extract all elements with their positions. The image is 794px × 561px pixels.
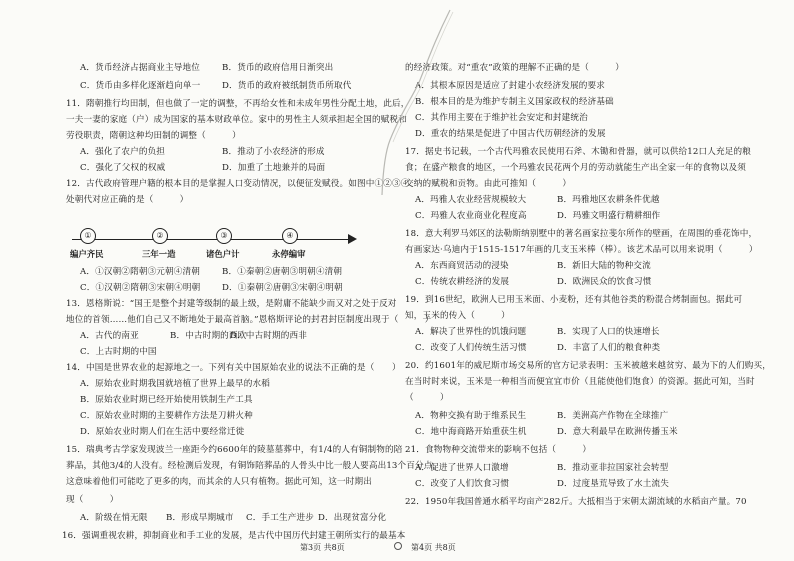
- timeline-marker: ①: [80, 228, 96, 244]
- left-text-line: C．强化了父权的权威: [80, 163, 166, 173]
- right-text-line: 21．食物物种交流带来的影响不包括（ ）: [405, 445, 592, 455]
- right-text-line: （ ）: [405, 393, 449, 403]
- left-text-line: 这意味着他们可能吃了更多的肉，而其余的人只有植物。据此可知，这一时期出: [66, 477, 373, 487]
- left-text-line: 15．瑞典考古学家发现波兰一座距今约6600年的陵墓墓葬中，有1/4的人有铜制物的陪: [66, 445, 403, 455]
- right-text-line: A．促进了世界人口激增: [415, 463, 509, 473]
- left-text-line: A．古代的南亚: [80, 331, 139, 341]
- right-text-line: 在当时时来说，玉米是一种相当而便宜宜市价（且能使他们饱食）的资源。据此可知，当时: [405, 377, 755, 387]
- right-text-line: C．改变了人们饮食习惯: [415, 479, 510, 489]
- right-text-line: 食；在盛产粮食的地区，一个玛雅农民花两个月的劳动就能生产出全家一年的食物以及须: [405, 163, 747, 173]
- left-text-line: 16．强调重视农耕，抑制商业和手工业的发展，是古代中国历代封建王朝所实行的最基本: [62, 531, 406, 541]
- left-text-line: A．强化了农户的负担: [80, 147, 166, 157]
- right-text-line: D．意大利最早在欧洲传播玉米: [557, 427, 678, 437]
- right-text-line: B．美洲高产作物在全球推广: [557, 411, 669, 421]
- left-text-line: B．推动了小农经济的形成: [222, 147, 325, 157]
- left-text-line: 现（ ）: [66, 495, 119, 505]
- right-text-line: A．解决了世界性的饥饿问题: [415, 327, 527, 337]
- right-text-line: C．地中海商路开始重获生机: [415, 427, 527, 437]
- left-text-line: D．①秦朝②唐朝③宋朝④明朝: [222, 283, 343, 293]
- left-text-line: 11．隋朝推行均田制，但也做了一定的调整，不再给女性和未成年男性分配土地，此后，: [66, 99, 410, 109]
- left-text-line: C．原始农业时期的主要耕作方法是刀耕火种: [80, 411, 253, 421]
- timeline-marker: ②: [152, 228, 168, 244]
- right-text-line: B．根本目的是为维护专制主义国家政权的经济基础: [415, 97, 614, 107]
- left-text-line: A．货币经济占据商业主导地位: [80, 63, 201, 73]
- left-text-line: B．中古时期的西欧: [170, 331, 247, 341]
- right-text-line: D．玛雅文明盛行精耕细作: [557, 211, 661, 221]
- left-text-line: 13．恩格斯说：“国王是整个封建等级制的最上级，是附庸不能缺少而又对之处于反对: [66, 299, 397, 309]
- timeline-label: 诸色户计: [206, 249, 240, 259]
- left-text-line: 葬品，其他3/4的人没有。经检测后发现，有铜饰陪葬品的人骨头中比一般人要高出13个百分点，: [66, 461, 442, 471]
- left-text-line: D．货币的政府被纸制货币所取代: [222, 81, 352, 91]
- left-text-line: D．出现贫富分化: [318, 513, 387, 523]
- left-text-line: D．中古时期的西非: [230, 331, 307, 341]
- left-text-line: 处朝代对应正确的是（ ）: [66, 195, 189, 205]
- right-text-line: 的经济政策。对“重农”政策的理解不正确的是（ ）: [405, 63, 624, 73]
- right-text-line: 交纳的赋税和贡物。由此可推知（ ）: [405, 179, 572, 189]
- right-text-line: 知，玉米的传入（ ）: [405, 311, 510, 321]
- right-text-line: 22．1950年我国普通水稻平均亩产282斤。大抵相当于宋朝太湖流域的水稻亩产量。70: [405, 497, 747, 507]
- timeline-marker: ④: [282, 228, 298, 244]
- right-text-line: 19．到16世纪，欧洲人已用玉米面、小麦粉，还有其他谷类的粉混合烤制面包。据此可: [405, 295, 743, 305]
- left-text-line: A．阶级在悄无限: [80, 513, 148, 523]
- right-text-line: D．丰富了人们的粮食种类: [557, 343, 661, 353]
- left-text-line: B．形成早期城市: [166, 513, 234, 523]
- right-text-line: B．推动亚非拉国家社会转型: [557, 463, 669, 473]
- timeline-label: 永停编审: [272, 249, 306, 259]
- right-text-line: D．过度垦荒导致了水土流失: [557, 479, 669, 489]
- center-dot: [394, 542, 402, 550]
- left-text-line: C．货币由多样化逐渐趋向单一: [80, 81, 201, 91]
- left-text-line: C．①汉朝②隋朝③宋朝④明朝: [80, 283, 201, 293]
- right-text-line: B．玛雅地区农耕条件优越: [557, 195, 660, 205]
- right-text-line: D．重农的结果是促进了中国古代历朝经济的发展: [415, 129, 606, 139]
- right-text-line: C．其作用主要在于维护社会安定和封建统治: [415, 113, 588, 123]
- left-text-line: D．原始农业时期人们在生活中要经常迁徙: [80, 427, 245, 437]
- right-text-line: C．传统农耕经济的发展: [415, 277, 510, 287]
- right-text-line: A．物种交换有助于维系民生: [415, 411, 527, 421]
- left-text-line: 一夫一妻的家庭（户）成为国家的基本财政单位。家中的男性主人须承担起全国的赋税和: [66, 115, 408, 125]
- right-text-line: 20．约1601年的威尼斯市场交易所的官方记录表明：玉米被越来越贫穷、最为下的人们购买，: [405, 361, 771, 371]
- right-text-line: 18．意大利罗马郊区的法勒斯纳别墅中的著名画家拉斐尔所作的壁画，在周围的垂花饰中，: [405, 229, 758, 239]
- right-text-line: C．改变了人们传统生活习惯: [415, 343, 527, 353]
- timeline-marker: ③: [216, 228, 232, 244]
- right-text-line: C．玛雅人农业商业化程度高: [415, 211, 527, 221]
- left-text-line: 地位的首领……他们自己又不断地处于最高首脑。”恩格斯评论的封君封臣制度出现于（ ）: [66, 315, 434, 325]
- right-text-line: D．欧洲民众的饮食习惯: [557, 277, 652, 287]
- right-text-line: A．东西商贸活动的浸染: [415, 261, 509, 271]
- left-text-line: 12．古代政府管理户籍的根本目的是掌握人口变动情况，以便征发赋役。如图中①②③④: [66, 179, 410, 189]
- right-text-line: 有画家达·乌迪内于1515-1517年画的几支玉米棒（棒）。该艺术品可以用来说明（ ）: [405, 245, 758, 255]
- right-text-line: A．其根本原因是适应了封建小农经济发展的要求: [415, 81, 605, 91]
- right-text-line: B．新旧大陆的物种交流: [557, 261, 651, 271]
- left-text-line: C．上古时期的中国: [80, 347, 157, 357]
- timeline-arrow-icon: [348, 234, 357, 244]
- left-text-line: B．货币的政府信用日渐突出: [222, 63, 334, 73]
- left-text-line: 劳役职责，隋朝这种均田制的调整（ ）: [66, 131, 241, 141]
- timeline-axis: [72, 239, 352, 240]
- left-text-line: A．原始农业时期我国就培植了世界上最早的水稻: [80, 379, 270, 389]
- right-text-line: B．实现了人口的快速增长: [557, 327, 660, 337]
- right-text-line: 17．据史书记载，一个古代玛雅农民使用石斧、木锄和骨器，就可以供给12口人充足的粮: [405, 147, 751, 157]
- right-text-line: A．玛雅人农业经营规模较大: [415, 195, 527, 205]
- left-text-line: D．加重了土地兼并的局面: [222, 163, 326, 173]
- timeline-label: 三年一造: [142, 249, 176, 259]
- left-text-line: C．手工生产进步: [246, 513, 314, 523]
- left-text-line: A．①汉朝②隋朝③元朝④清朝: [80, 267, 201, 277]
- page-4: [397, 0, 794, 561]
- household-registration-timeline: [70, 228, 370, 262]
- left-text-line: B．①秦朝②唐朝③明朝④清朝: [222, 267, 343, 277]
- timeline-label: 编户齐民: [70, 249, 104, 259]
- left-text-line: 14．中国是世界农业的起源地之一。下列有关中国原始农业的说法不正确的是（ ）: [66, 363, 401, 373]
- left-text-line: B．原始农业时期已经开始使用铁制生产工具: [80, 395, 253, 405]
- page-footer: 第4页 共8页: [411, 543, 456, 552]
- page-footer: 第3页 共8页: [300, 543, 345, 552]
